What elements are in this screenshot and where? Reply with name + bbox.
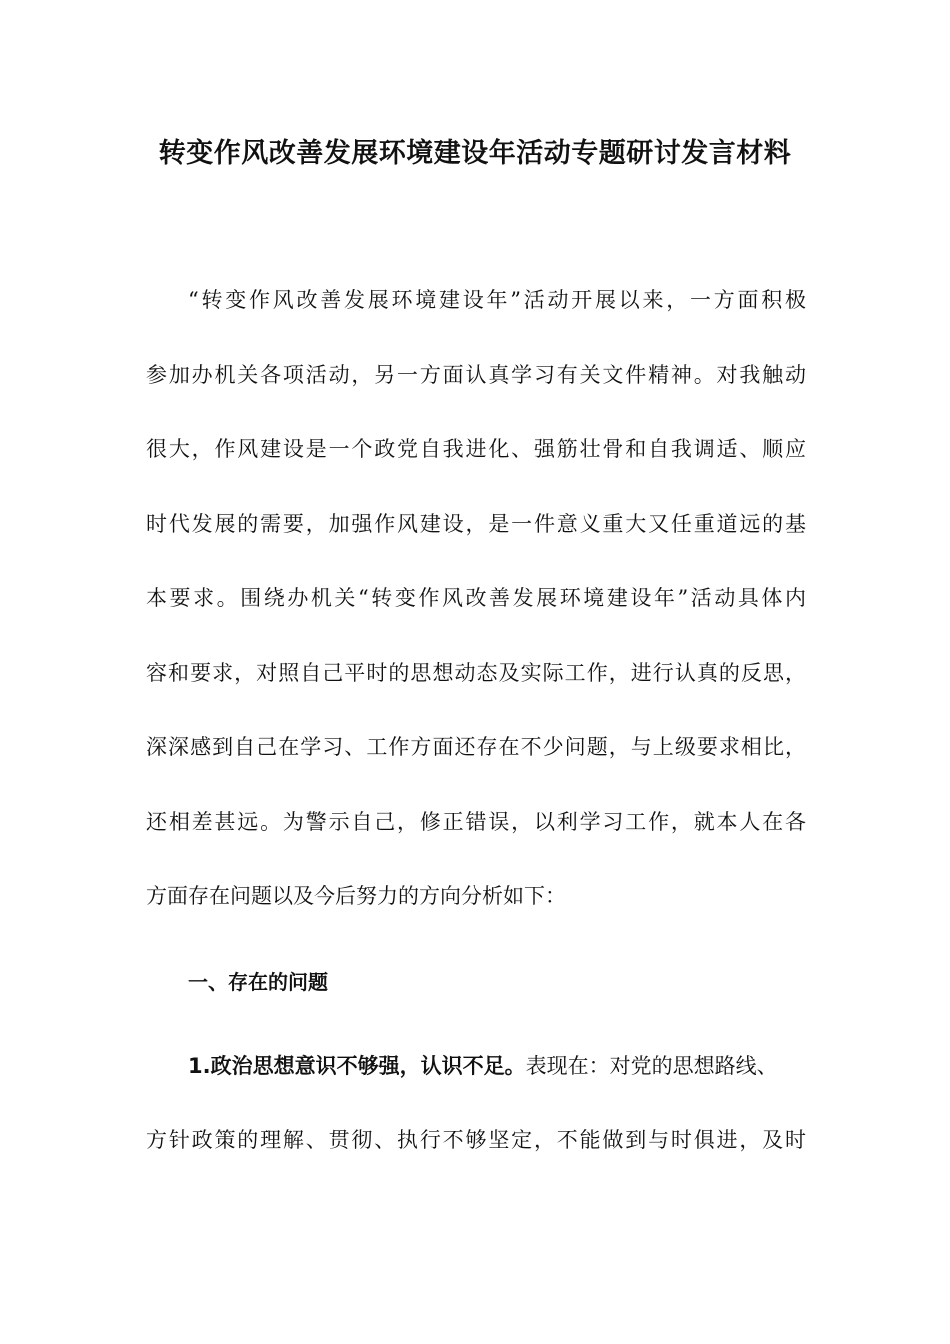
paragraph-line: 还相差甚远。为警示自己，修正错误，以利学习工作，就本人在各: [146, 810, 806, 834]
paragraph-line: 方针政策的理解、贯彻、执行不够坚定，不能做到与时俱进，及时: [146, 1128, 806, 1152]
list-item-line: [188, 1046, 806, 1086]
section-heading: 一、存在的问题: [188, 970, 328, 994]
document-title: 转变作风改善发展环境建设年活动专题研讨发言材料: [158, 138, 792, 169]
paragraph-line: 容和要求，对照自己平时的思想动态及实际工作，进行认真的反思，: [146, 661, 806, 685]
paragraph-line: 方面存在问题以及今后努力的方向分析如下：: [146, 884, 566, 908]
paragraph-line: 时代发展的需要，加强作风建设，是一件意义重大又任重道远的基: [146, 512, 806, 536]
paragraph-line: 深深感到自己在学习、工作方面还存在不少问题，与上级要求相比，: [146, 735, 806, 759]
paragraph-line: 本要求。围绕办机关“转变作风改善发展环境建设年”活动具体内: [146, 586, 806, 610]
paragraph-line: 参加办机关各项活动，另一方面认真学习有关文件精神。对我触动: [146, 363, 806, 387]
item-bold-lead: 1.政治思想意识不够强，认识不足。: [188, 1054, 526, 1078]
paragraph-line: “转变作风改善发展环境建设年”活动开展以来，一方面积极: [188, 288, 806, 312]
item-text: 表现在：对党的思想路线、: [525, 1054, 778, 1078]
paragraph-line: 很大，作风建设是一个政党自我进化、强筋壮骨和自我调适、顺应: [146, 437, 806, 461]
